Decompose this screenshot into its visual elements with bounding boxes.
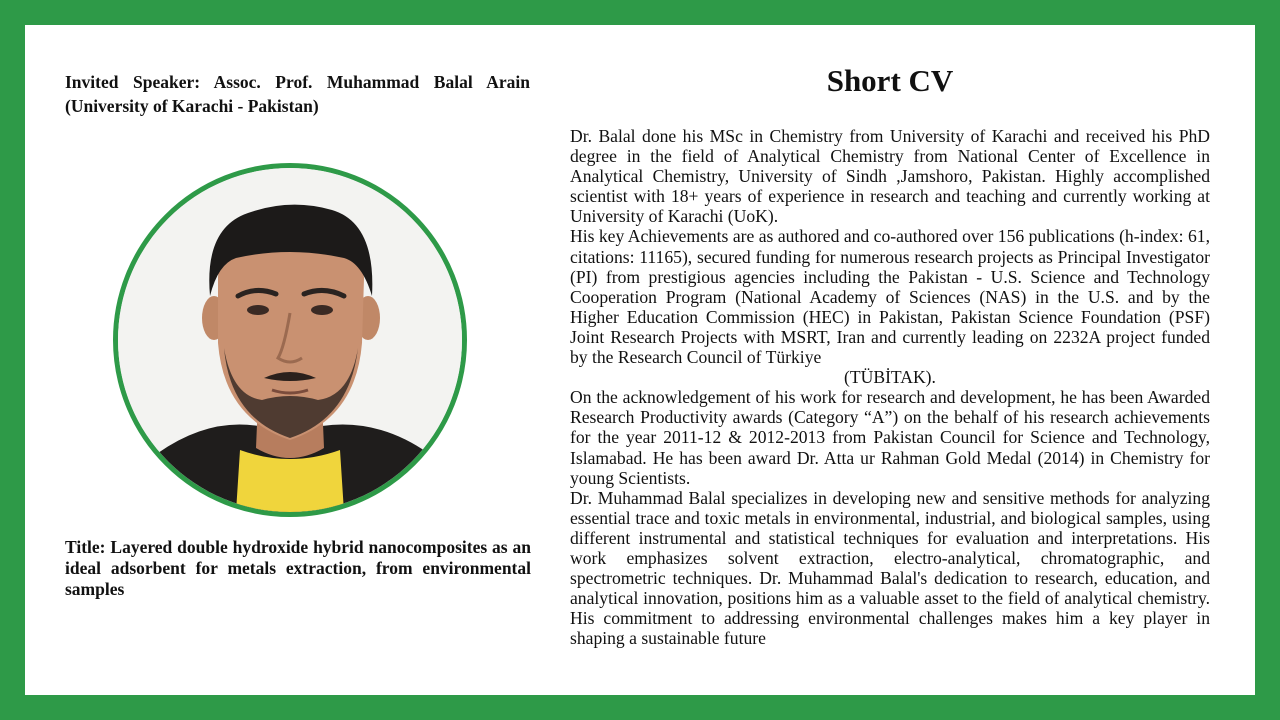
cv-paragraph-education: Dr. Balal done his MSc in Chemistry from University of Karachi and received his PhD degree in the field of Analytical Chemistry from National Center of Excellence in Analytical Chemistry, University of Sindh ,Jamshoro, Pakistan. Highly accomplished scientist with 18+ years of experience in research and teaching and currently working at University of Karachi (UoK). [570,126,1210,227]
cv-paragraph-awards: On the acknowledgement of his work for research and development, he has been Awarded Research Productivity awards (Category “A”) on the behalf of his research achievements for the year 2011-12 & 2012-2013 from Pakistan Council for Science and Technology, Islamabad. He has been award Dr. Atta ur Rahman Gold Medal (2014) in Chemistry for young Scientists. [570,387,1210,488]
invited-speaker-heading: Invited Speaker: Assoc. Prof. Muhammad Balal Arain (University of Karachi - Pakistan) [65,72,530,116]
cv-paragraph-achievements: His key Achievements are as authored and co-authored over 156 publications (h-index: 61, citations: 11165), secured funding for numerous research projects as Principal Investigator (PI) from prestigious agencies including the Pakistan - U.S. Science and Technology Cooperation Program (National Academy of Sciences (NAS) in the U.S. and by the Higher Education Commission (HEC) in Pakistan, Pakistan Science Foundation (PSF) Joint Research Projects with MSRT, Iran and currently leading on 2232A project funded by the Research Council of Türkiye [570,226,1210,368]
cv-paragraph-achievements-end: (TÜBİTAK). [844,367,936,388]
cv-heading: Short CV [826,63,954,98]
cv-paragraph-specialization: Dr. Muhammad Balal specializes in developing new and sensitive methods for analyzing essential trace and toxic metals in environmental, industrial, and biological samples, using different instrumental and statistical techniques for evaluation and interpretations. His work emphasizes solvent extraction, electro-analytical, chromatographic, and spectrometric techniques. Dr. Muhammad Balal's dedication to research, education, and analytical innovation, positions him as a valuable asset to the field of analytical chemistry. His commitment to addressing environmental challenges makes him a key player in shaping a sustainable future [570,487,1210,649]
speaker-portrait [113,163,467,517]
speaker-portrait-photo [118,168,462,512]
slide-canvas [25,25,1255,695]
talk-title: Title: Layered double hydroxide hybrid nanocomposites as an ideal adsorbent for metals extraction, from environmental samples [65,537,531,599]
cv-body [570,126,1210,648]
